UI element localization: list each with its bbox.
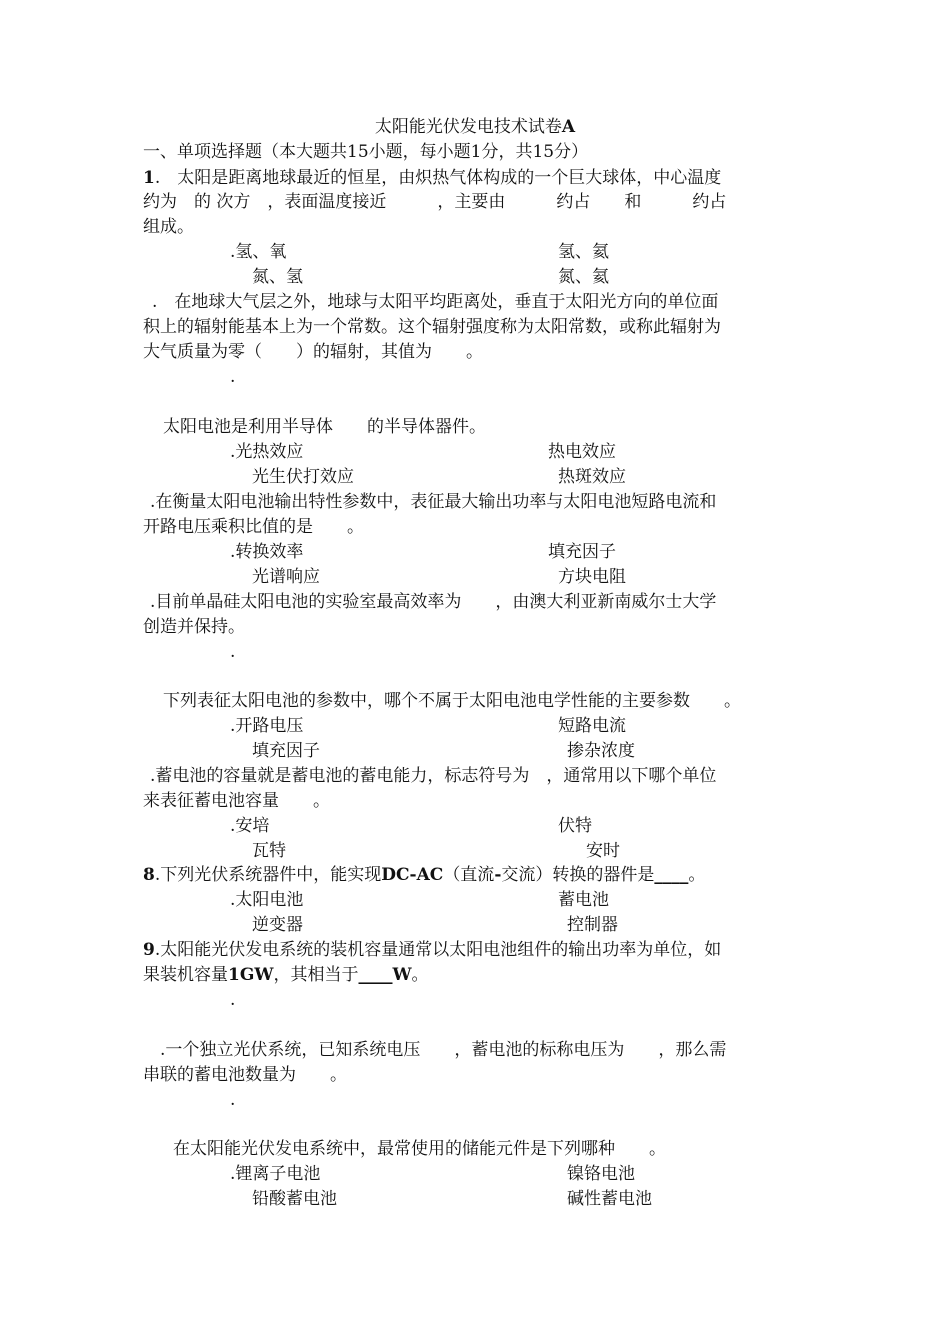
q5-line2: 创造并保持。 (143, 617, 245, 637)
q7-line2: 来表征蓄电池容量 。 (143, 791, 330, 811)
q1-option-c: 氮、氢 (252, 267, 303, 287)
q11-option-a: .锂离子电池 (230, 1164, 321, 1184)
q9-line2: 果装机容量1GW，其相当于____W。 (143, 965, 429, 985)
q1-option-a: .氢、氧 (230, 242, 287, 262)
q7-option-d: 安时 (586, 841, 620, 861)
q9-option: . (230, 990, 236, 1010)
q6-option-a: .开路电压 (230, 716, 304, 736)
q4-line2: 开路电压乘积比值的是 。 (143, 517, 364, 537)
q8-option-c: 逆变器 (252, 915, 303, 935)
q2-option: . (230, 367, 236, 387)
q3-option-d: 热斑效应 (558, 467, 626, 487)
q1-line3: 组成。 (143, 217, 194, 237)
q3-option-b: 热电效应 (548, 442, 616, 462)
q2-line1: . 在地球大气层之外，地球与太阳平均距离处，垂直于太阳光方向的单位面 (152, 292, 719, 312)
q7-option-a: .安培 (230, 816, 270, 836)
page-title: 太阳能光伏发电技术试卷A (374, 117, 576, 137)
q7-line1: .蓄电池的容量就是蓄电池的蓄电能力，标志符号为 ，通常用以下哪个单位 (150, 766, 717, 786)
q2-line2: 积上的辐射能基本上为一个常数。这个辐射强度称为太阳常数，或称此辐射为 (143, 317, 721, 337)
q3-option-c: 光生伏打效应 (252, 467, 354, 487)
q2-line3: 大气质量为零（ ）的辐射，其值为 。 (143, 342, 483, 362)
q3-line1: 太阳电池是利用半导体 的半导体器件。 (163, 417, 486, 437)
q8-line1: 8.下列光伏系统器件中，能实现DC-AC（直流-交流）转换的器件是____。 (143, 865, 706, 885)
q5-option: . (230, 642, 236, 662)
q11-line1: 在太阳能光伏发电系统中，最常使用的储能元件是下列哪种 。 (173, 1139, 666, 1159)
q8-option-a: .太阳电池 (230, 890, 304, 910)
q10-line1: .一个独立光伏系统，已知系统电压 ，蓄电池的标称电压为 ，那么需 (160, 1040, 727, 1060)
q10-option: . (230, 1090, 236, 1110)
q9-line1: 9.太阳能光伏发电系统的装机容量通常以太阳电池组件的输出功率为单位，如 (143, 940, 722, 960)
q6-line1: 下列表征太阳电池的参数中，哪个不属于太阳电池电学性能的主要参数 。 (163, 691, 741, 711)
q1-option-d: 氮、氦 (558, 267, 609, 287)
q11-option-c: 铅酸蓄电池 (252, 1189, 337, 1209)
q11-option-b: 镍铬电池 (567, 1164, 635, 1184)
q7-option-b: 伏特 (558, 816, 592, 836)
section-heading: 一、单项选择题（本大题共15小题，每小题1分，共15分） (143, 142, 589, 162)
q4-option-d: 方块电阻 (558, 567, 626, 587)
q4-option-a: .转换效率 (230, 542, 304, 562)
q6-option-d: 掺杂浓度 (567, 741, 635, 761)
q7-option-c: 瓦特 (252, 841, 286, 861)
q4-line1: .在衡量太阳电池输出特性参数中，表征最大输出功率与太阳电池短路电流和 (150, 492, 717, 512)
q1-line1: 1. 太阳是距离地球最近的恒星，由炽热气体构成的一个巨大球体，中心温度 (143, 168, 722, 188)
q5-line1: .目前单晶硅太阳电池的实验室最高效率为 ，由澳大利亚新南威尔士大学 (150, 592, 717, 612)
q1-option-b: 氢、氦 (558, 242, 609, 262)
q6-option-b: 短路电流 (558, 716, 626, 736)
q11-option-d: 碱性蓄电池 (567, 1189, 652, 1209)
q1-line2: 约为 的 次方 ，表面温度接近 ，主要由 约占 和 约占 (143, 192, 727, 212)
q3-option-a: .光热效应 (230, 442, 304, 462)
q6-option-c: 填充因子 (252, 741, 320, 761)
q10-line2: 串联的蓄电池数量为 。 (143, 1065, 347, 1085)
q4-option-b: 填充因子 (548, 542, 616, 562)
q8-option-b: 蓄电池 (558, 890, 609, 910)
q4-option-c: 光谱响应 (252, 567, 320, 587)
q8-option-d: 控制器 (567, 915, 618, 935)
